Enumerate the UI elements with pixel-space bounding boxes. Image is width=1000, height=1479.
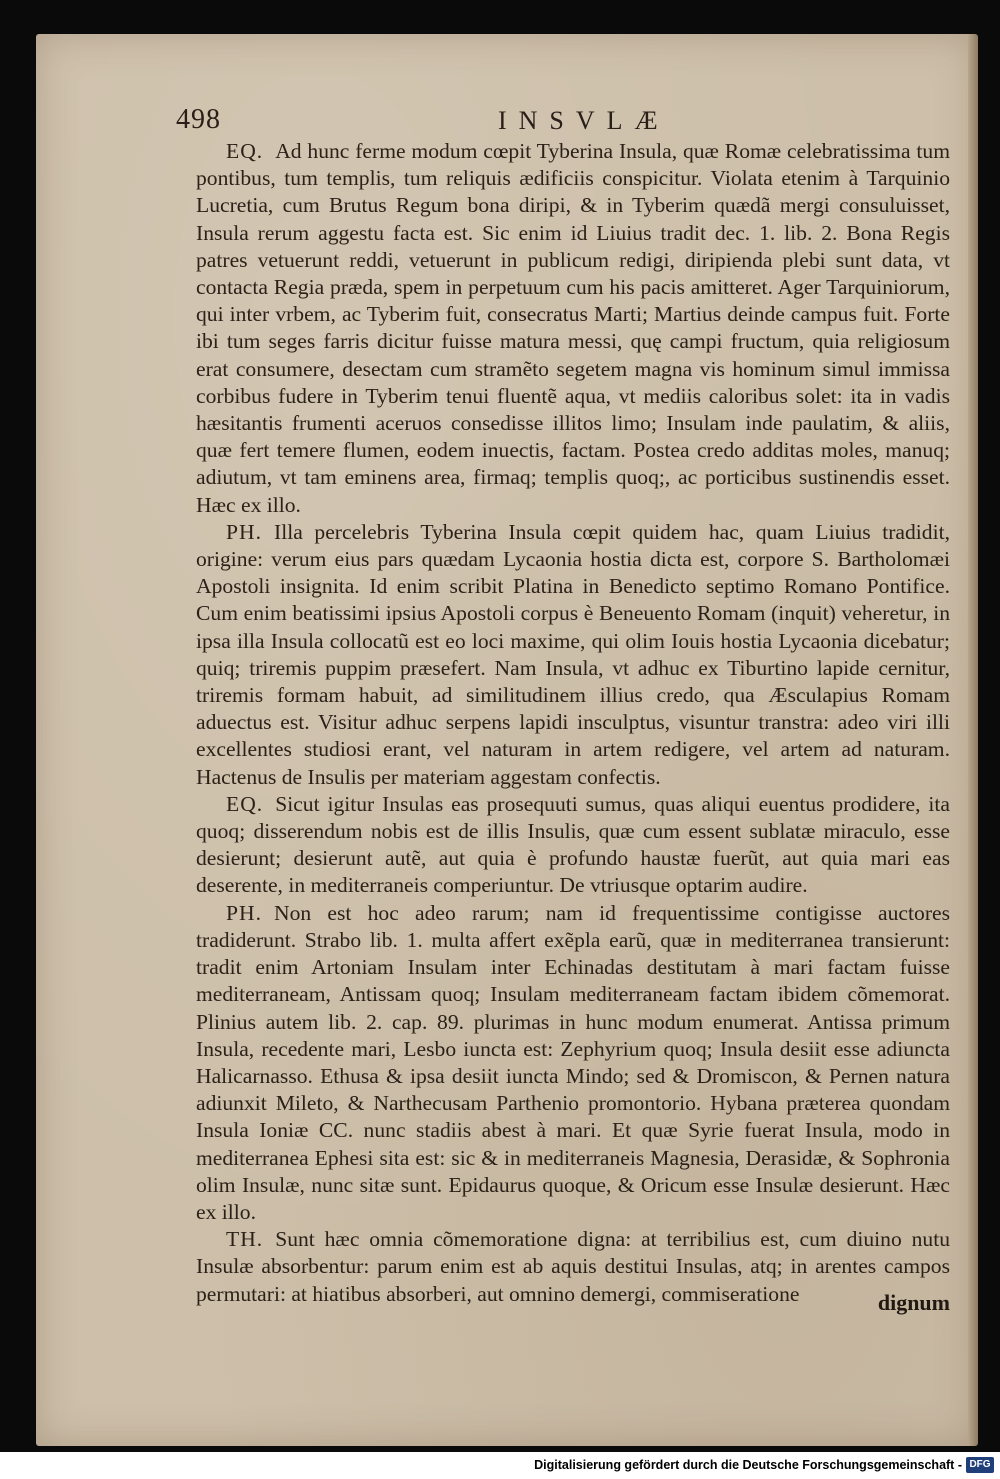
page-number: 498 [176,104,221,135]
paragraph-text: Sicut igitur Insulas eas prosequuti sumus, quas aliqui euentus prodidere, ita quoq; disserendum nobis est de illis Insulis, quæ cum essent sublatæ miraculo, esse desierunt; desierunt autẽ, aut quia è profundo haustæ fuerũt, aut quia mari eas deserente, in mediterraneis comperiuntur. De vtriusque optarim audire. [196,791,950,898]
speaker-label: PH. [226,519,263,544]
page-edge [968,34,978,1446]
paragraph-ph-1 [196,519,950,791]
paragraph-ph-2 [196,900,950,1226]
speaker-label: EQ. [226,791,264,816]
page-header [176,104,966,140]
paragraph-text: Ad hunc ferme modum cœpit Tyberina Insula, quæ Romæ celebratissima tum pontibus, tum templis, tum reliquis ædificiis conspicitur. Violata etenim à Tarquinio Lucretia, cum Brutus Regum bona diripi, & in Tyberim quædã mergi consuluisset, Insula rerum aggestu facta est. Sic enim id Liuius tradit dec. 1. lib. 2. Bona Regis patres vetuerunt reddi, vetuerunt in publicum redigi, diripienda plebi sunt data, vt contacta Regia præda, spem in perpetuum cum his pacis amitteret. Ager Tarquiniorum, qui inter vrbem, ac Tyberim fuit, consecratus Marti; Martius deinde campus fuit. Forte ibi tum seges farris dicitur fuisse matura messi, quę campi fructum, quia religiosum erat consumere, desectam cum stramẽto segetem magna vis hominum simul immissa corbibus fudere in Tyberim tenui fluentẽ aqua, vt mediis caloribus solet: ita in vadis hæsitantis frumenti aceruos consedisse illitos limo; Insulam inde paulatim, & aliis, quæ fert temere flumen, eodem inuectis, factam. Postea credo additas moles, manuq; adiutum, vt tam eminens area, firmaq; templis quoq;, ac porticibus sustinendis esset. Hæc ex illo. [196,139,950,517]
running-title: INSVLÆ [498,106,670,135]
paragraph-text: Sunt hæc omnia cõmemoratione digna: at terribilius est, cum diuino nutu Insulæ absorbentur: parum enim est ab aquis destitui Insulas, atq; in arentes campos permutari: at hiatibus absorberi, aut omnino demergi, commiseratione [196,1227,950,1306]
paragraph-eq-1 [196,138,950,519]
paragraph-text: Non est hoc adeo rarum; nam id frequentissime contigisse auctores tradiderunt. Strabo lib. 1. multa affert exẽpla earũ, quæ in mediterranea transierunt: tradit enim Artoniam Insulam inter Echinadas destitutam à mari factam fuisse mediterraneam, Antissam quoq; Insulam mediterraneam factam ibidem cõmemorat. Plinius autem lib. 2. cap. 89. plurimas in hunc modum enumerat. Antissa primum Insula, recedente mari, Lesbo iuncta est: Zephyrium quoq; Insula desiit esse adiuncta Halicarnasso. Ethusa & ipsa desiit iuncta Mindo; sed & Dromiscon, & Pernen natura adiunxit Mileto, & Narthecusam Parthenio promontorio. Hybana præterea quondam Insula Ioniæ CC. nunc stadiis abest à mari. Et quæ Syrie fuerat Insula, modo in mediterranea Ephesi sita est: sic & in mediterraneis Magnesia, Derasidæ, & Sophronia olim Insulæ, nunc sitæ sunt. Epidaurus quoque, & Oricum esse Insulæ desierunt. Hæc ex illo. [196,900,950,1224]
paragraph-eq-2 [196,791,950,900]
footer-bar [0,1452,1000,1479]
catchword: dignum [877,1290,950,1315]
catchword-line [196,1290,950,1320]
dfg-logo: DFG [966,1457,994,1473]
digitization-credit: Digitalisierung gefördert durch die Deutsche Forschungsgemeinschaft - [534,1458,962,1472]
speaker-label: PH. [226,900,263,925]
speaker-label: TH. [226,1227,264,1252]
paragraph-text: Illa percelebris Tyberina Insula cœpit quidem hac, quam Liuius tradidit, origine: verum eius pars quædam Lycaonia hostia dicta est, corpore S. Bartholomæi Apostoli insignita. Id enim scribit Platina in Benedicto septimo Romano Pontifice. Cum enim beatissimi ipsius Apostoli corpus è Beneuento Romam (inquit) veheretur, in ipsa illa Insula collocatũ est eo loci maxime, qui olim Iouis hostia Lycaonia dicebatur; quiq; triremis puppim præsefert. Nam Insula, vt adhuc ex Tiburtino lapide cernitur, triremis formam habuit, ad similitudinem illius credo, qua Æsculapius Romam aduectus est. Visitur adhuc serpens lapidi insculptus, visuntur transtra: adeo viri illi excellentes studiosi erant, vel naturam in artem redigere, vel artem ad naturam. Hactenus de Insulis per materiam aggestam confectis. [196,519,950,789]
speaker-label: EQ. [226,139,264,163]
